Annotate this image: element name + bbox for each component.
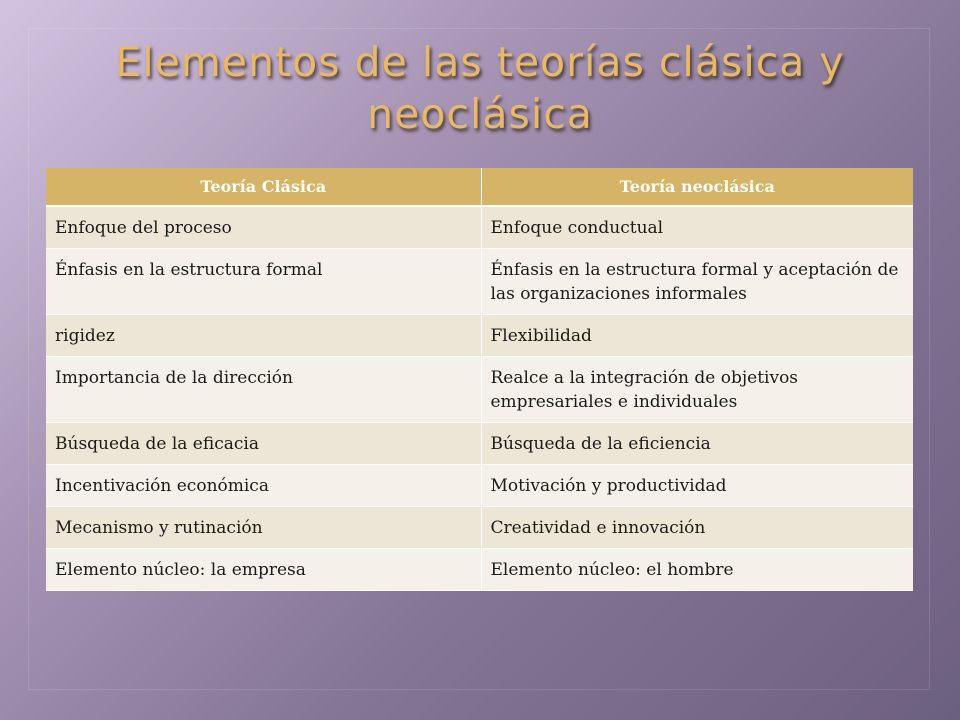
- cell-classical: Elemento núcleo: la empresa: [46, 549, 481, 591]
- cell-neoclassical: Creatividad e innovación: [481, 507, 913, 549]
- cell-classical: Mecanismo y rutinación: [46, 507, 481, 549]
- table-row: [46, 206, 913, 249]
- cell-classical: rigidez: [46, 315, 481, 357]
- header-neoclassical: Teoría neoclásica: [481, 168, 913, 206]
- cell-neoclassical: Motivación y productividad: [481, 465, 913, 507]
- slide-title: [40, 36, 920, 140]
- table-row: [46, 465, 913, 507]
- table-row: [46, 549, 913, 591]
- cell-neoclassical: Enfoque conductual: [481, 206, 913, 249]
- table-row: [46, 249, 913, 315]
- cell-neoclassical: Énfasis en la estructura formal y aceptación de las organizaciones informales: [481, 249, 913, 315]
- table-header-row: [46, 168, 913, 206]
- cell-neoclassical: Elemento núcleo: el hombre: [481, 549, 913, 591]
- title-line-2: neoclásica: [367, 90, 593, 138]
- comparison-table: [46, 168, 913, 591]
- header-classical: Teoría Clásica: [46, 168, 481, 206]
- cell-neoclassical: Realce a la integración de objetivos empresariales e individuales: [481, 357, 913, 423]
- table-row: [46, 507, 913, 549]
- cell-classical: Enfoque del proceso: [46, 206, 481, 249]
- cell-classical: Búsqueda de la eficacia: [46, 423, 481, 465]
- cell-classical: Incentivación económica: [46, 465, 481, 507]
- cell-classical: Importancia de la dirección: [46, 357, 481, 423]
- table-row: [46, 423, 913, 465]
- cell-classical: Énfasis en la estructura formal: [46, 249, 481, 315]
- table-row: [46, 357, 913, 423]
- cell-neoclassical: Flexibilidad: [481, 315, 913, 357]
- table-row: [46, 315, 913, 357]
- cell-neoclassical: Búsqueda de la eficiencia: [481, 423, 913, 465]
- title-line-1: Elementos de las teorías clásica y: [115, 38, 845, 86]
